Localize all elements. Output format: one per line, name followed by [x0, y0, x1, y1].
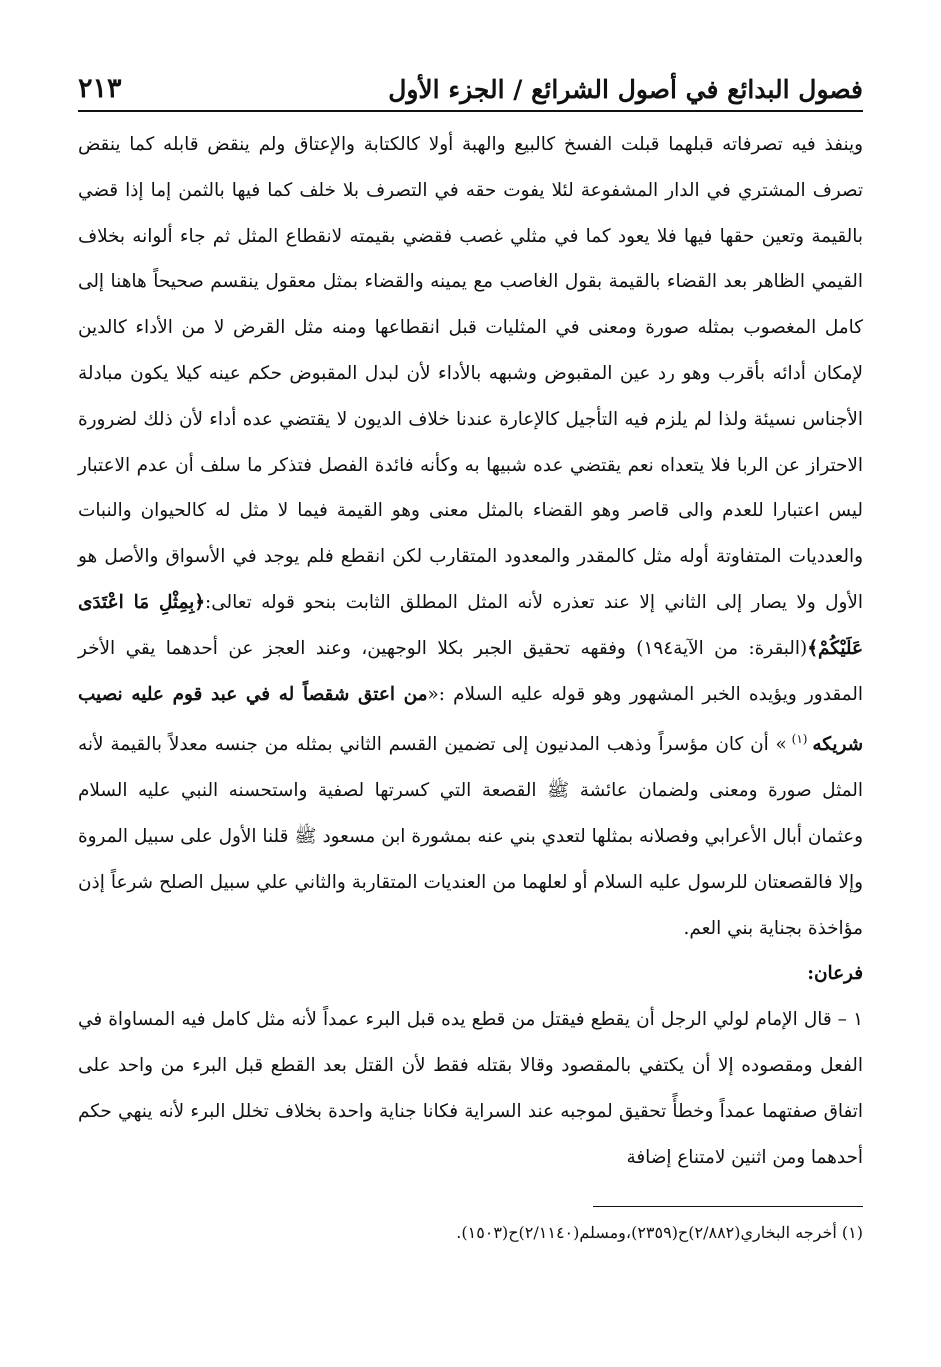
section-subheading: فرعان:	[807, 963, 863, 985]
book-title: فصول البدائع في أصول الشرائع / الجزء الأول	[388, 75, 863, 104]
footnote: (١) أخرجه البخاري(٢/٨٨٢)ح(٢٣٥٩)،ومسلم(٢/١١٤٠)ح(١٥٠٣).	[456, 1223, 863, 1243]
main-text	[78, 122, 863, 1180]
footnote-divider	[593, 1206, 863, 1207]
hadith-quote: من اعتق شقصاً له في عبد قوم عليه نصيب شريكه	[78, 683, 864, 756]
paragraph-text: وينفذ فيه تصرفاته قبلهما قبلت الفسخ كالبيع والهبة أولا كالكتابة والإعتاق ولم ينقض قابله كما ينقض تصرف المشتري في الدار المشفوعة لئلا يفوت حقه في التصرف بلا خلف كما فيها بالثمن إما إذا قضي بالقيمة وتعين حقها فيها فلا يعود كما في مثلي غصب فقضي بقيمته لانقطاع المثل ثم جاء ألوانه بخلاف القيمي الظاهر بعد القضاء بالقيمة بقول الغاصب مع يمينه والقضاء بمثل معقول ينقسم صحيحاً هاهنا إلى كامل المغصوب بمثله صورة ومعنى في المثليات قبل انقطاعها ومنه مثل القرض لا من الأداء كالدين لإمكان أدائه بأقرب وهو رد عين المقبوض وشبهه بالأداء لأن لبدل المقبوض حكم عينه كيلا يكون مبادلة الأجناس نسيئة ولذا لم يلزم فيه التأجيل كالإعارة عندنا خلاف الديون لا يقتضي عده أداء لأن ذلك لضرورة الاحتراز عن الربا فلا يتعداه نعم يقتضي عده شبيها به وكأنه فائدة الفصل فتذكر ما سلف أن عدم الاعتبار ليس اعتبارا للعدم والى قاصر وهو القضاء بالمثل معنى وهو القيمة فيما لا مثل له كالحيوان والنبات والعدديات المتفاوتة أوله مثل كالمقدر والمعدود المتقارب لكن انقطع فلم يوجد في الأسواق والأصل هو الأول ولا يصار إلى الثاني إلا عند تعذره لأنه المثل المطلق الثابت بنحو قوله تعالى:	[78, 134, 863, 613]
footnote-marker: (١)	[786, 732, 813, 747]
page-number: ٢١٣	[78, 73, 122, 104]
paragraph-text-cont: وفقهه تحقيق الجبر بكلا الوجهين، وعند العجز عن أحدهما يقي الأخر المقدور ويؤيده الخبر المشهور وهو قوله عليه السلام :«	[78, 637, 863, 705]
quran-reference: (البقرة: من الآية١٩٤)	[636, 637, 808, 659]
document-page	[78, 60, 863, 1247]
header-divider	[78, 110, 863, 112]
running-header	[78, 60, 863, 104]
paragraph	[78, 122, 863, 951]
paragraph-text-end: » أن كان مؤسراً وذهب المدنيون إلى تضمين القسم الثاني بمثله من جنسه معدلاً بالقيمة لأنه المثل صورة ومعنى ولضمان عائشة ﷺ القصعة التي كسرتها لصفية واستحسنه النبي عليه السلام وعثمان أبال الأعرابي وفصلانه بمثلها لتعدي بني عنه بمشورة ابن مسعود ﷺ قلنا الأول على سبيل المروة وإلا فالقصعتان للرسول عليه السلام أو لعلهما من العنديات المتقاربة والثاني علي سبيل الصلح شرعاً إذن مؤاخذة بجناية بني العم.	[78, 734, 863, 939]
quran-verse: ﴿بِمِثْلِ مَا اعْتَدَى عَلَيْكُمْ﴾	[78, 591, 863, 659]
paragraph: ١ – قال الإمام لولي الرجل أن يقطع فيقتل من قطع يده قبل البرء عمداً لأنه مثل كامل فيه المساواة في الفعل ومقصوده إلا أن يكتفي بالمقصود وقالا بقتله فقط لأن القتل بعد القطع قبل البرء من واحد على اتفاق صفتهما عمداً وخطأً تحقيق لموجبه عند السراية فكانا جناية واحدة بخلاف تخلل البرء لأنه ينهي حكم أحدهما ومن اثنين لامتناع إضافة	[78, 1009, 863, 1168]
